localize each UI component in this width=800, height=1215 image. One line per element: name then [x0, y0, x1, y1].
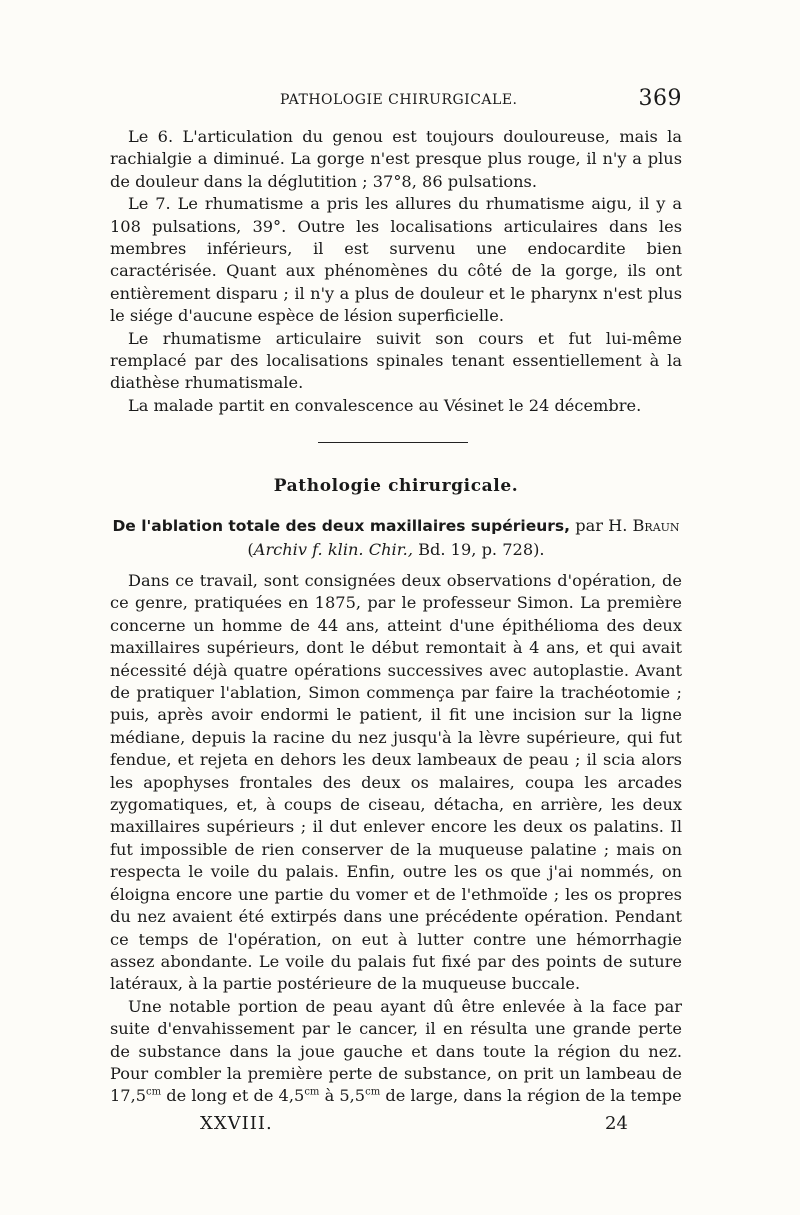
article-citation: (Archiv f. klin. Chir., Bd. 19, p. 728). [247, 540, 545, 559]
sheet-number: 24 [605, 1113, 628, 1134]
paragraph: Dans ce travail, sont consignées deux observations d'opération, de ce genre, pratiquées en 1875, par le professeur Simon. La première concerne un homme de 44 ans, atteint d'une épithélioma des deux maxillaires supérieurs, dont le début remontait à 4 ans, et qui avait nécessité déjà quatre opérations successives avec autoplastie. Avant de pratiquer l'ablation, Simon commença par faire la trachéotomie ; puis, après avoir endormi le patient, il fit une incision sur la ligne médiane, depuis la racine du nez jusqu'à la lèvre supérieure, qui fut fendue, et rejeta en dehors les deux lambeaux de peau ; il scia alors les apophyses frontales des deux os malaires, coupa les arcades zygomatiques, et, à coups de ciseau, détacha, en arrière, les deux maxillaires supérieurs ; il dut enlever encore les deux os palatins. Il fut impossible de rien conserver de la muqueuse palatine ; mais on respecta le voile du palais. Enfin, outre les os que j'ai nommés, on éloigna encore une partie du vomer et de l'ethmoïde ; les os propres du nez avaient été extirpés dans une précédente opération. Pendant ce temps de l'opération, on eut à lutter contre une hémorrhagie assez abondante. Le voile du palais fut fixé par des points de suture latéraux, à la partie postérieure de la muqueuse buccale. [110, 571, 682, 994]
measure-value: 17,5 [110, 1086, 147, 1106]
article-heading [110, 514, 682, 562]
paragraph [110, 996, 682, 1108]
measure-line [110, 1086, 682, 1105]
article-author: Braun [632, 516, 680, 535]
case-notes [110, 126, 682, 417]
article-body [110, 570, 682, 1108]
article-title: De l'ablation totale des deux maxillaires supérieurs, [112, 517, 571, 535]
citation-rest: Bd. 19, p. 728). [418, 540, 545, 559]
running-title: PATHOLOGIE CHIRURGICALE. [280, 92, 518, 108]
unit-cm: cm [304, 1086, 320, 1098]
unit-cm: cm [365, 1086, 381, 1098]
measure-text: de large, dans la région de la tempe [385, 1086, 682, 1106]
paragraph: La malade partit en convalescence au Vésinet le 24 décembre. [128, 395, 642, 415]
measure-value: à 5,5 [324, 1086, 366, 1106]
page-number: 369 [638, 86, 682, 111]
section-title: Pathologie chirurgicale. [273, 476, 519, 496]
section-divider [318, 442, 468, 443]
unit-cm: cm [146, 1086, 162, 1098]
signature-mark: XXVIII. [200, 1113, 273, 1134]
paragraph: Le rhumatisme articulaire suivit son cours et fut lui-même remplacé par des localisations spinales tenant essentiellement à la diathèse rhumatismale. [110, 328, 682, 393]
paragraph-text: Une notable portion de peau ayant dû être enlevée à la face par suite d'envahissement par le cancer, il en résulta une grande perte de substance dans la joue gauche et dans toute la région du nez. Pour combler la première perte de substance, on prit un lambeau de [110, 996, 682, 1083]
article-title-line [110, 514, 682, 538]
article-by: par H. [575, 516, 628, 535]
paragraph: Le 7. Le rhumatisme a pris les allures du rhumatisme aigu, il y a 108 pulsations, 39°. Outre les localisations articulaires dans les membres inférieurs, il est survenu une endocardite bien caractérisée. Quant aux phénomènes du côté de la gorge, ils ont entièrement disparu ; il n'y a plus de douleur et le pharynx n'est plus le siége d'aucune espèce de lésion superficielle. [110, 194, 682, 326]
measure-value: de long et de 4,5 [166, 1086, 305, 1106]
citation-journal: Archiv f. klin. Chir., [253, 540, 413, 559]
paragraph: Le 6. L'articulation du genou est toujours douloureuse, mais la rachialgie a diminué. La gorge n'est presque plus rouge, il n'y a plus de douleur dans la déglutition ; 37°8, 86 pulsations. [110, 127, 682, 191]
